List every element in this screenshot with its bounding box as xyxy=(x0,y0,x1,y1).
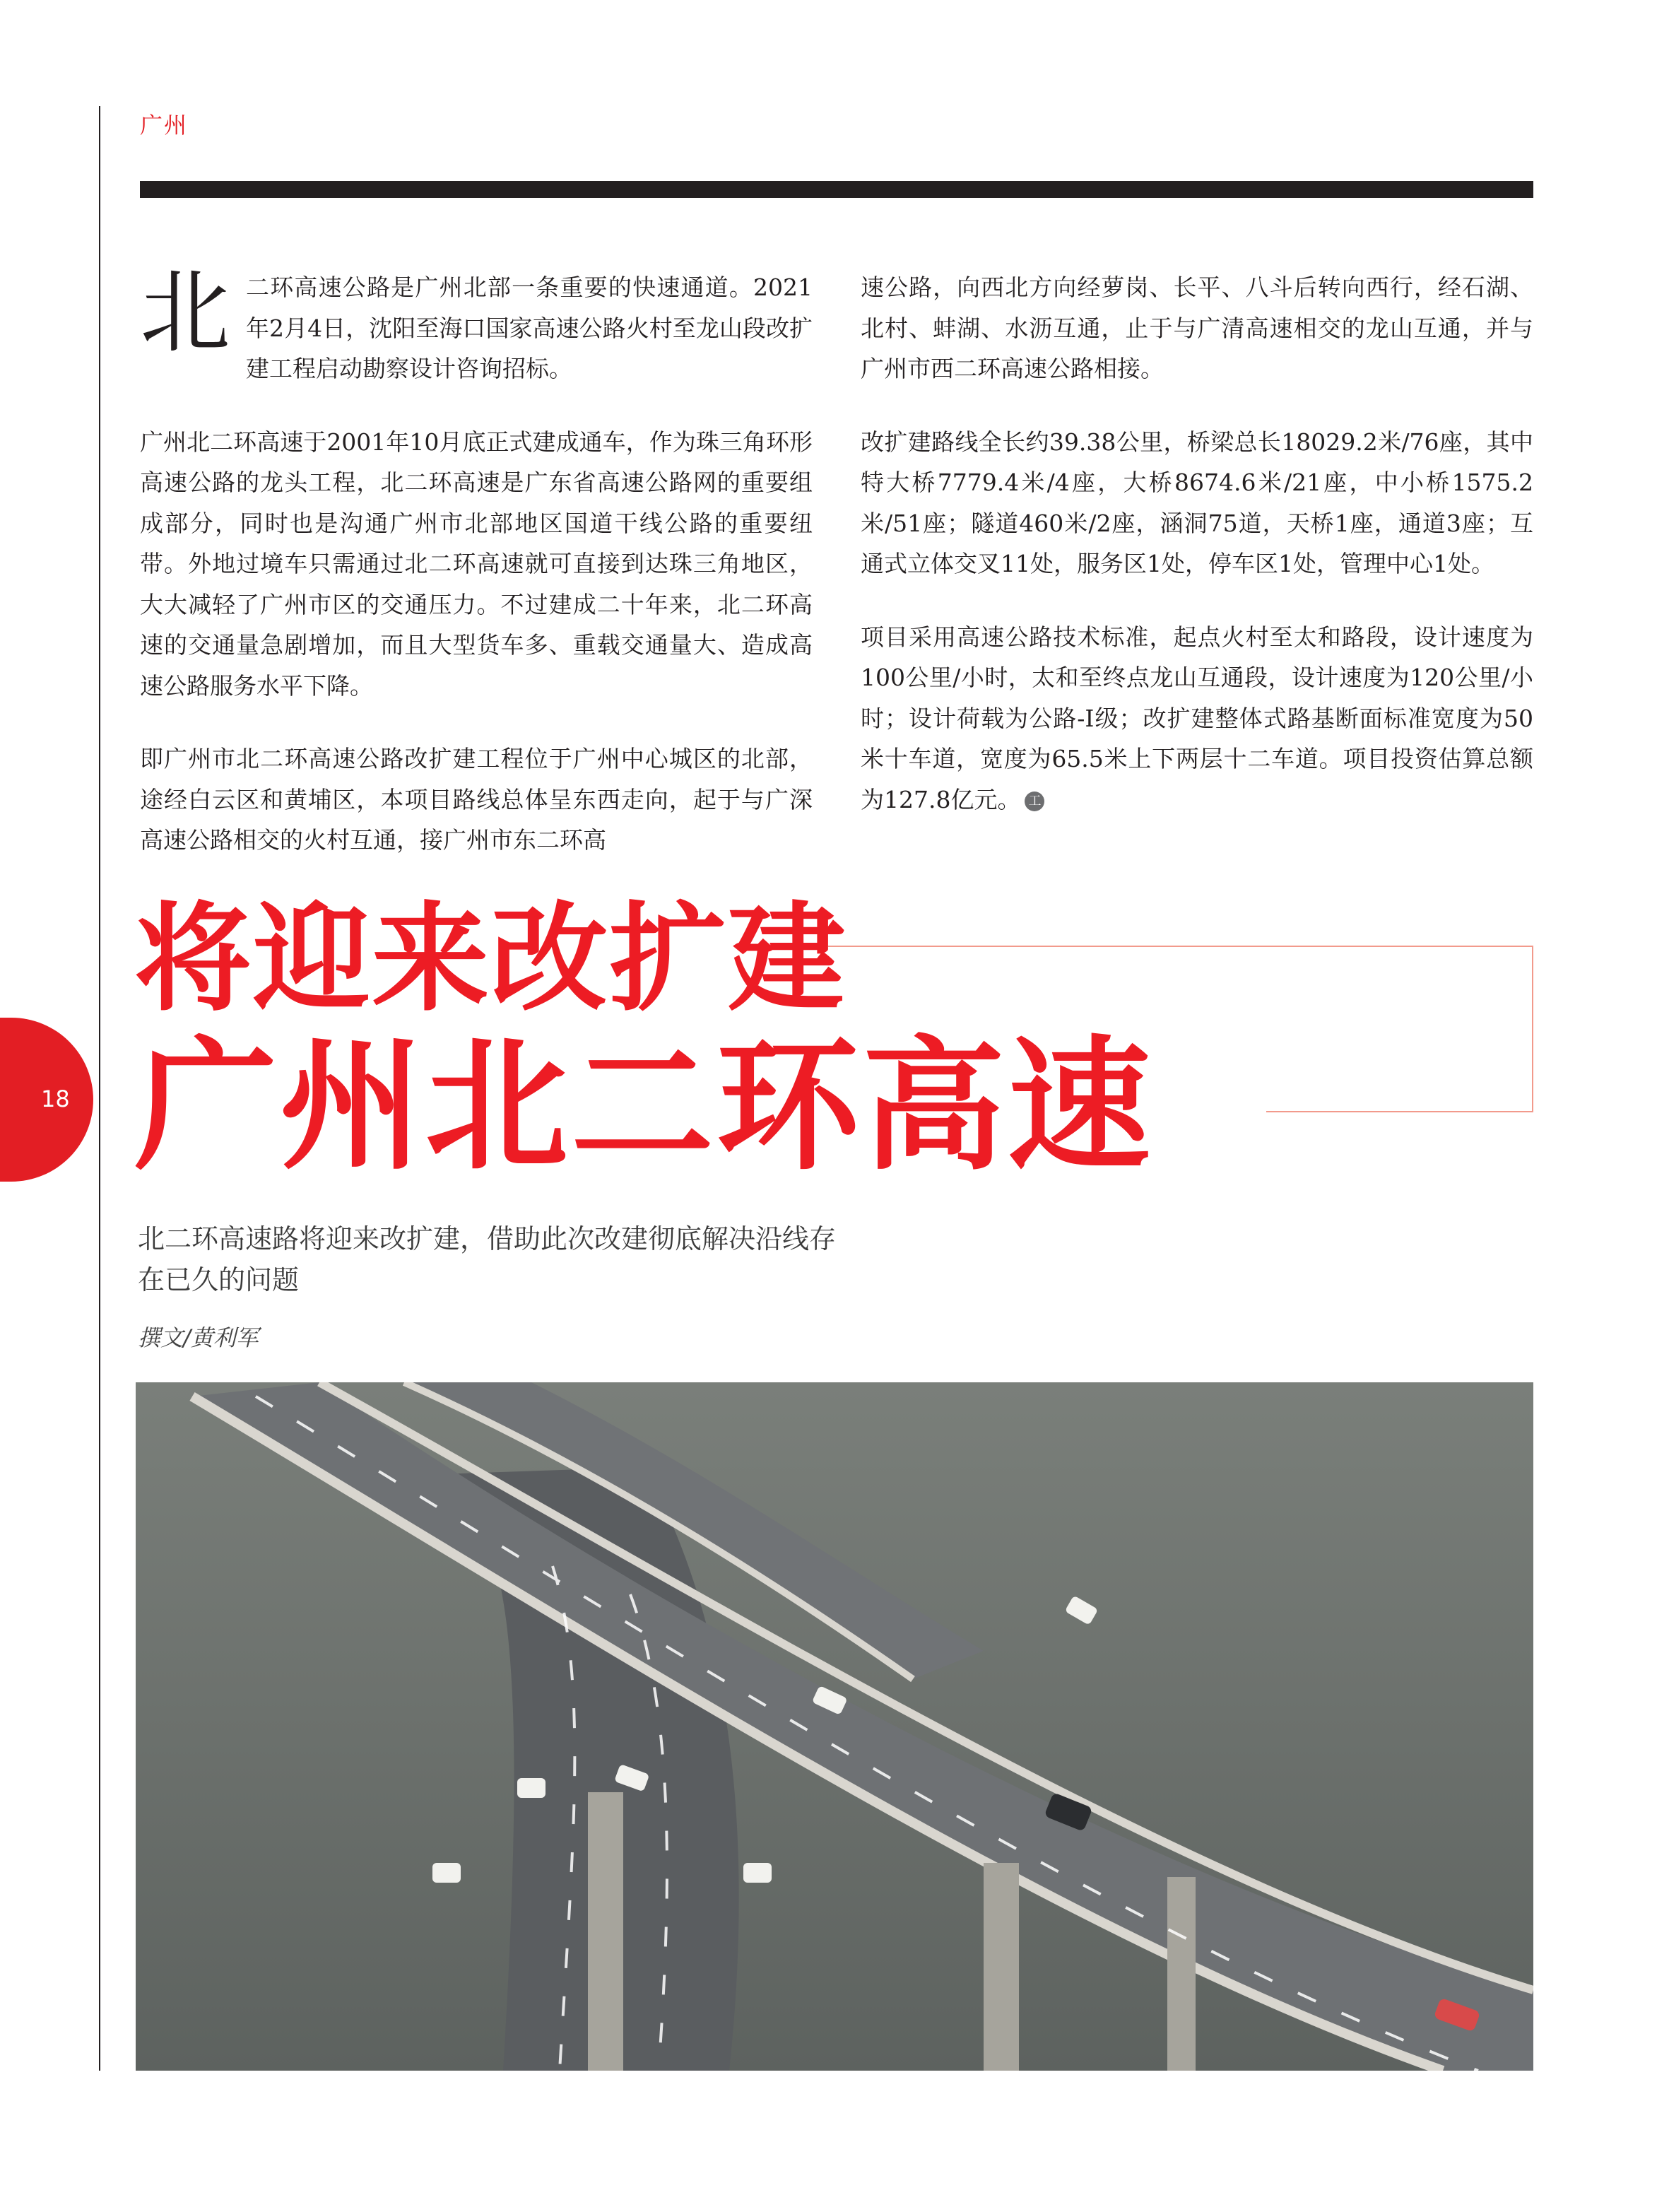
end-mark-icon: 工 xyxy=(1025,792,1044,811)
left-column xyxy=(140,260,813,893)
body-paragraph: 即广州市北二环高速公路改扩建工程位于广州中心城区的北部，途经白云区和黄埔区，本项目路线总体呈东西走向，起于与广深高速公路相交的火村互通，接广州市东二环高 xyxy=(140,745,813,854)
lead-text: 二环高速公路是广州北部一条重要的快速通道。2021年2月4日，沈阳至海口国家高速公路火村至龙山段改扩建工程启动勘察设计咨询招标。 xyxy=(246,273,813,382)
body-paragraph xyxy=(861,617,1533,820)
overpass-photo xyxy=(136,1382,1533,2071)
header-bar xyxy=(140,181,1533,198)
section-label: 广州 xyxy=(140,112,189,139)
byline: 撰文/黄利军 xyxy=(138,1324,259,1351)
page-number: 18 xyxy=(41,1086,70,1112)
margin-rule xyxy=(99,106,100,2071)
body-paragraph: 速公路，向西北方向经萝岗、长平、八斗后转向西行，经石湖、北村、蚌湖、水沥互通，止于与广清高速相交的龙山互通，并与广州市西二环高速公路相接。 xyxy=(861,273,1533,382)
closing-text: 项目采用高速公路技术标准，起点火村至太和路段，设计速度为100公里/小时，太和至终点龙山互通段，设计速度为120公里/小时；设计荷载为公路-I级；改扩建整体式路基断面标准宽度为50米十车道，宽度为65.5米上下两层十二车道。项目投资估算总额为127.8亿元。 xyxy=(861,623,1533,813)
drop-cap: 北 xyxy=(140,260,231,365)
headline-line-1: 将迎来改扩建 xyxy=(134,891,847,1028)
lead-paragraph xyxy=(140,260,813,389)
headline-line-2: 广州北二环高速 xyxy=(134,1023,1153,1189)
deck-subtitle: 北二环高速路将迎来改扩建，借助此次改建彻底解决沿线存在已久的问题 xyxy=(138,1223,837,1295)
body-paragraph: 广州北二环高速于2001年10月底正式建成通车，作为珠三角环形高速公路的龙头工程，北二环高速是广东省高速公路网的重要组成部分，同时也是沟通广州市北部地区国道干线公路的重要纽带。外地过境车只需通过北二环高速就可直接到达珠三角地区，大大减轻了广州市区的交通压力。不过建成二十年来，北二环高速的交通量急剧增加，而且大型货车多、重载交通量大、造成高速公路服务水平下降。 xyxy=(140,428,813,700)
right-column xyxy=(861,267,1533,852)
body-paragraph: 改扩建路线全长约39.38公里，桥梁总长18029.2米/76座，其中特大桥7779.4米/4座，大桥8674.6米/21座，中小桥1575.2米/51座；隧道460米/2座，涵洞75道，天桥1座，通道3座；互通式立体交叉11处，服务区1处，停车区1处，管理中心1处。 xyxy=(861,428,1533,577)
